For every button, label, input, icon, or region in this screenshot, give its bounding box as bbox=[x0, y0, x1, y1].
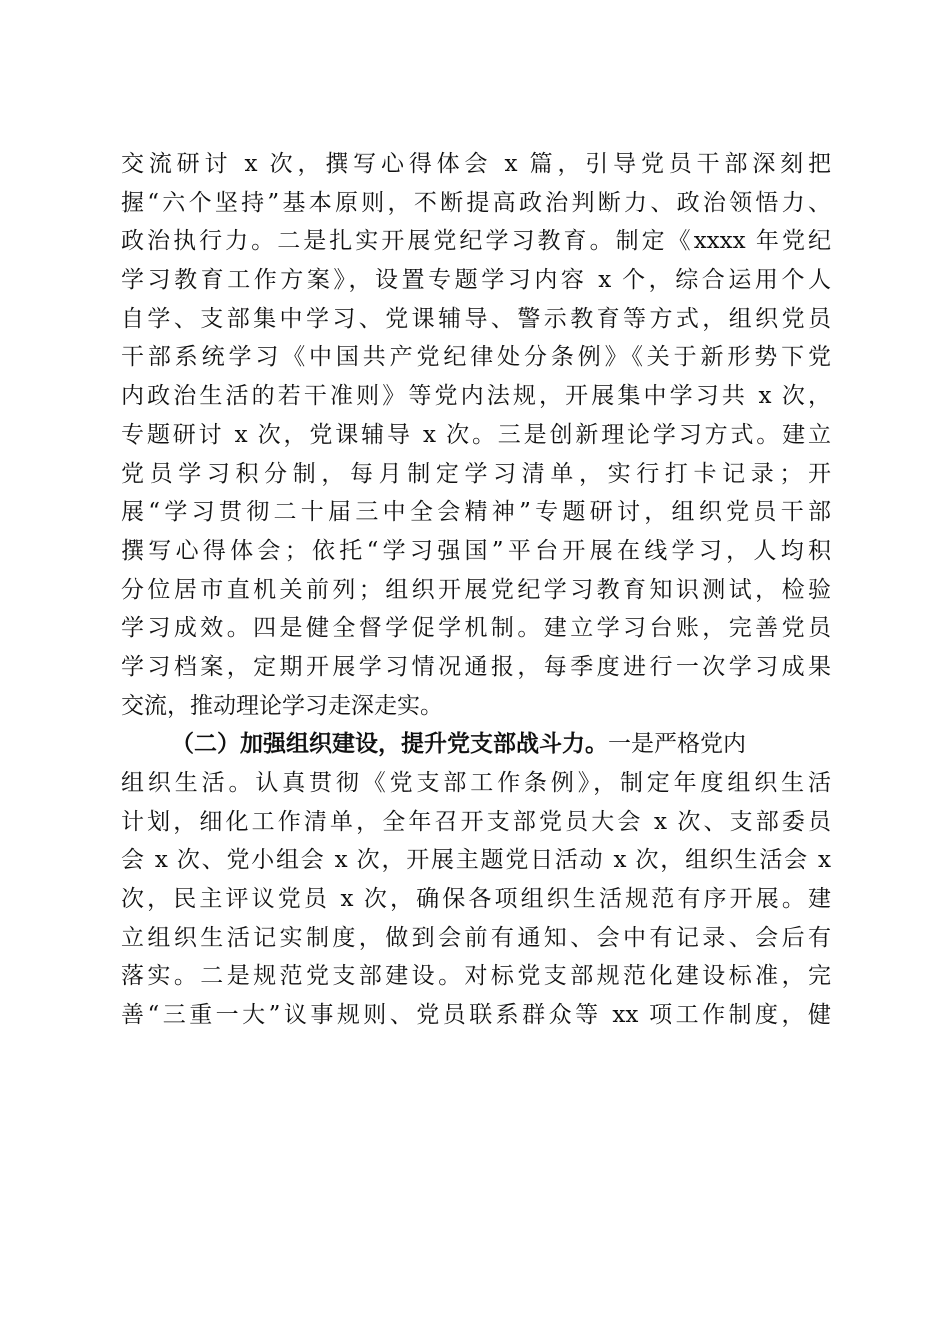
text-line: 立组织生活记实制度，做到会前有通知、会中有记录、会后有 bbox=[121, 924, 831, 951]
text-line: 展“学习贯彻二十届三中全会精神”专题研讨，组织党员干部 bbox=[121, 499, 831, 526]
text-line: 握“六个坚持”基本原则，不断提高政治判断力、政治领悟力、 bbox=[121, 189, 831, 216]
text-line: 自学、支部集中学习、党课辅导、警示教育等方式，组织党员 bbox=[121, 305, 831, 332]
text-line: 分位居市直机关前列；组织开展党纪学习教育知识测试，检验 bbox=[121, 576, 831, 603]
text-line: 专题研讨 x 次，党课辅导 x 次。三是创新理论学习方式。建立 bbox=[121, 421, 831, 448]
text-line: 落实。二是规范党支部建设。对标党支部规范化建设标准，完 bbox=[121, 963, 831, 990]
section-heading: （二）加强组织建设，提升党支部战斗力。 bbox=[171, 730, 608, 758]
text-line: 交流研讨 x 次，撰写心得体会 x 篇，引导党员干部深刻把 bbox=[121, 151, 831, 177]
text-line: 交流，推动理论学习走深走实。 bbox=[121, 692, 443, 719]
body-text bbox=[121, 145, 831, 1035]
text-line: 党员学习积分制，每月制定学习清单，实行打卡记录；开 bbox=[121, 460, 831, 487]
text-line: 次，民主评议党员 x 次，确保各项组织生活规范有序开展。建 bbox=[121, 886, 831, 913]
text-line: 学习档案，定期开展学习情况通报，每季度进行一次学习成果 bbox=[121, 653, 831, 680]
text-line: 干部系统学习《中国共产党纪律处分条例》《关于新形势下党 bbox=[121, 344, 831, 371]
heading-line-tail: 一是严格党内 bbox=[608, 731, 746, 758]
text-line: 组织生活。认真贯彻《党支部工作条例》，制定年度组织生活 bbox=[121, 770, 831, 796]
section-heading-line bbox=[121, 725, 831, 764]
text-line: 会 x 次、党小组会 x 次，开展主题党日活动 x 次，组织生活会 x bbox=[121, 847, 831, 874]
text-line: 学习教育工作方案》，设置专题学习内容 x 个，综合运用个人 bbox=[121, 267, 831, 294]
text-line: 善“三重一大”议事规则、党员联系群众等 xx 项工作制度，健 bbox=[121, 1002, 831, 1029]
text-line: 政治执行力。二是扎实开展党纪学习教育。制定《xxxx 年党纪 bbox=[121, 228, 831, 255]
text-line: 学习成效。四是健全督学促学机制。建立学习台账，完善党员 bbox=[121, 615, 831, 642]
text-line: 撰写心得体会；依托“学习强国”平台开展在线学习，人均积 bbox=[121, 537, 831, 564]
text-line: 计划，细化工作清单，全年召开支部党员大会 x 次、支部委员 bbox=[121, 808, 831, 835]
text-line: 内政治生活的若干准则》等党内法规，开展集中学习共 x 次， bbox=[121, 383, 831, 410]
